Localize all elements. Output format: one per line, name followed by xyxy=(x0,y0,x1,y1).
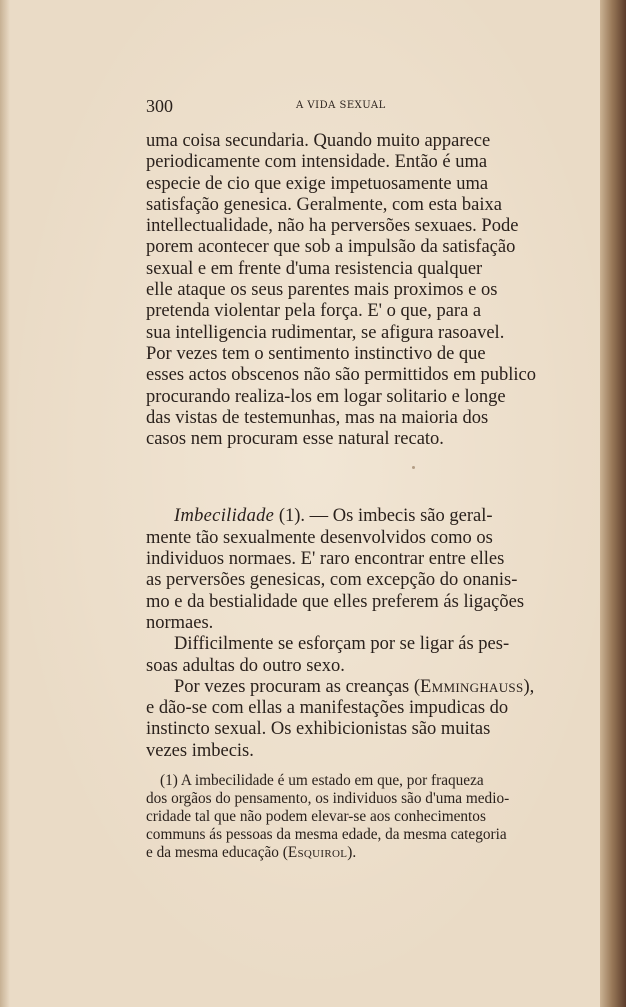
page-gutter-shadow xyxy=(0,0,10,1007)
text-line: normaes. xyxy=(146,612,214,633)
footnote-line xyxy=(146,844,536,862)
section-spacer xyxy=(146,450,536,506)
text-line: periodicamente com intensidade. Então é uma xyxy=(146,152,488,173)
author-citation: Emminghauss xyxy=(420,676,524,697)
section-term: Imbecilidade xyxy=(174,506,275,527)
text-line: especie de cio que exige impetuosamente uma xyxy=(146,173,489,194)
text-line: pretenda violentar pela força. E' o que, para a xyxy=(146,301,482,322)
text-line: esses actos obscenos não são permittidos em publico xyxy=(146,365,536,386)
text-line xyxy=(146,677,536,698)
text-line: instincto sexual. Os exhibicionistas são muitas xyxy=(146,719,491,740)
text-fragment: Por vezes procuram as creanças ( xyxy=(174,676,421,697)
text-line: sexual e em frente d'uma resistencia qualquer xyxy=(146,258,483,279)
text-line: vezes imbecis. xyxy=(146,740,254,761)
footnote-line: dos orgãos do pensamento, os individuos são d'uma medio- xyxy=(146,790,510,807)
text-line: soas adultas do outro sexo. xyxy=(146,655,345,676)
footnote-line: cridade tal que não podem elevar-se aos conhecimentos xyxy=(146,808,486,825)
text-line: das vistas de testemunhas, mas na maioria dos xyxy=(146,407,489,428)
running-head: A VIDA SEXUAL xyxy=(296,100,386,111)
text-line: satisfação genesica. Geralmente, com esta baixa xyxy=(146,194,502,215)
paragraph-continued xyxy=(146,131,536,450)
footnote-line: (1) A imbecilidade é um estado em que, por fraqueza xyxy=(160,772,484,789)
footnote xyxy=(146,772,536,862)
author-citation: Esquirol xyxy=(287,844,348,861)
footnote-line: communs ás pessoas da mesma edade, da mesma categoria xyxy=(146,826,507,843)
text-line: procurando realiza-los em logar solitario e longe xyxy=(146,386,506,407)
text-line: mente tão sexualmente desenvolvidos como os xyxy=(146,527,493,548)
page-number: 300 xyxy=(146,96,173,116)
text-fragment: e da mesma educação ( xyxy=(146,844,288,861)
text-fragment: ), xyxy=(523,676,535,697)
text-line: intellectualidade, não ha perversões sexuaes. Pode xyxy=(146,216,519,237)
paragraph-por-vezes xyxy=(146,677,536,762)
paragraph-imbecilidade xyxy=(146,506,536,634)
text-line: sua intelligencia rudimentar, se afigura rasoavel. xyxy=(146,322,505,343)
text-line xyxy=(146,506,536,527)
page-edge-binding xyxy=(600,0,626,1007)
text-line: uma coisa secundaria. Quando muito apparece xyxy=(146,131,491,151)
text-line: porem acontecer que sob a impulsão da satisfação xyxy=(146,237,516,258)
text-line: casos nem procuram esse natural recato. xyxy=(146,429,444,450)
term-continuation: (1). — Os imbecis são geral- xyxy=(274,506,493,527)
text-line: elle ataque os seus parentes mais proximos e os xyxy=(146,280,498,301)
paragraph-difficilmente xyxy=(146,634,536,677)
text-fragment: ). xyxy=(347,844,357,861)
text-line: as perversões genesicas, com excepção do onanis- xyxy=(146,570,518,591)
body-text xyxy=(146,131,536,762)
text-line: Difficilmente se esforçam por se ligar ás pes- xyxy=(174,634,510,655)
text-line: mo e da bestialidade que elles preferem ás ligações xyxy=(146,591,525,612)
text-line: individuos normaes. E' raro encontrar entre elles xyxy=(146,549,505,570)
text-line: e dão-se com ellas a manifestações impudicas do xyxy=(146,698,509,719)
text-line: Por vezes tem o sentimento instinctivo de que xyxy=(146,343,486,364)
page-header xyxy=(146,96,536,116)
